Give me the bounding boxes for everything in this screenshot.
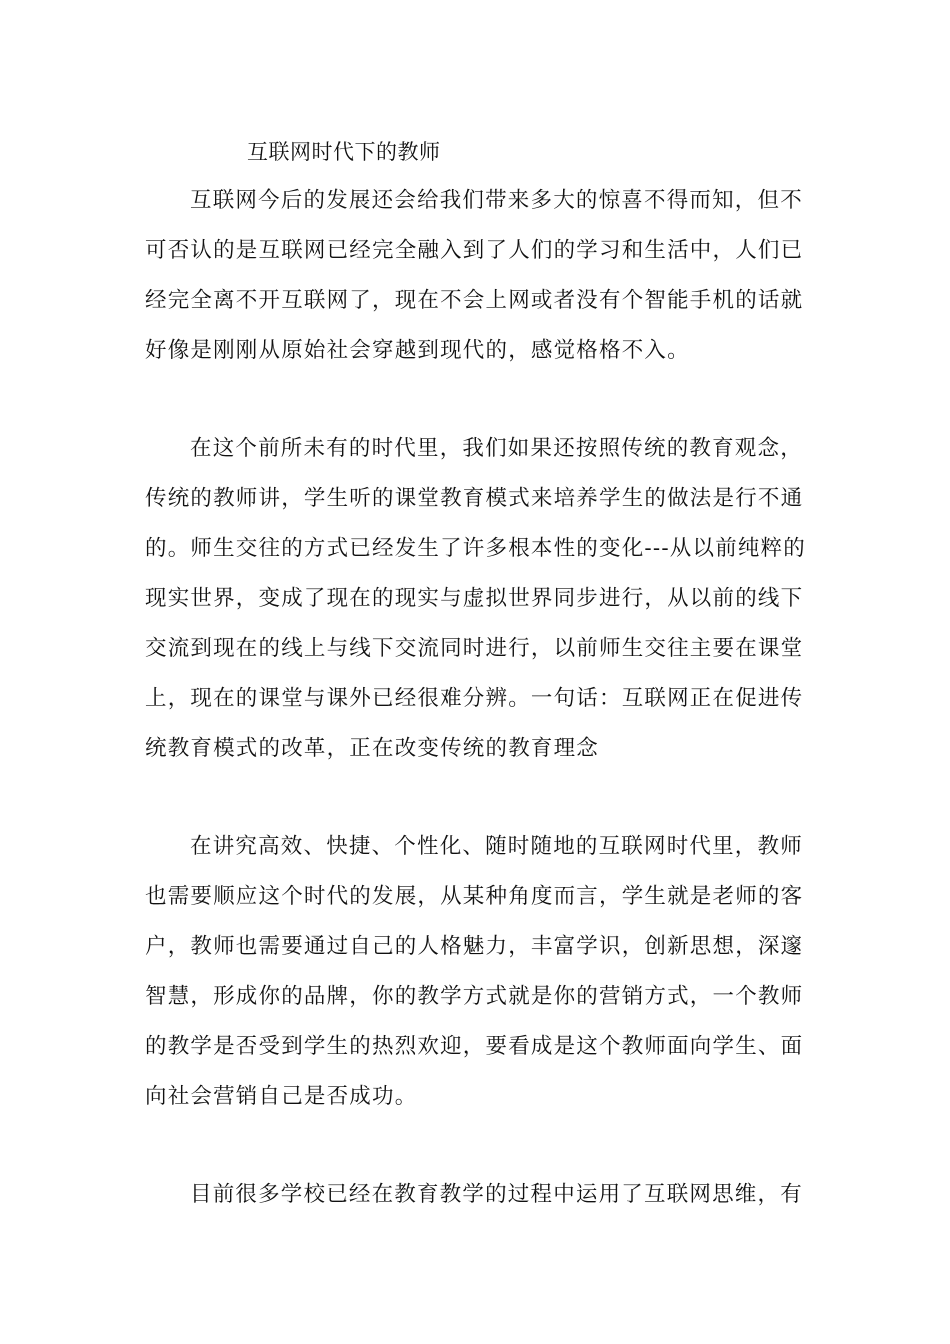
paragraph-line: 向社会营销自己是否成功。 bbox=[145, 1084, 418, 1109]
paragraph-line: 可否认的是互联网已经完全融入到了人们的学习和生活中，人们已 bbox=[145, 238, 804, 263]
paragraph-line: 传统的教师讲，学生听的课堂教育模式来培养学生的做法是行不通 bbox=[145, 486, 804, 511]
paragraph-line: 互联网今后的发展还会给我们带来多大的惊喜不得而知，但不 bbox=[190, 188, 803, 213]
paragraph-line: 经完全离不开互联网了，现在不会上网或者没有个智能手机的话就 bbox=[145, 288, 804, 313]
paragraph-3 bbox=[145, 822, 825, 1122]
paragraph-line: 好像是刚刚从原始社会穿越到现代的，感觉格格不入。 bbox=[145, 338, 690, 363]
paragraph-1 bbox=[145, 176, 825, 376]
paragraph-line: 上，现在的课堂与课外已经很难分辨。一句话：互联网正在促进传 bbox=[145, 686, 804, 711]
paragraph-line: 目前很多学校已经在教育教学的过程中运用了互联网思维，有 bbox=[190, 1182, 803, 1207]
paragraph-line: 在讲究高效、快捷、个性化、随时随地的互联网时代里，教师 bbox=[190, 834, 803, 859]
paragraph-line: 的教学是否受到学生的热烈欢迎，要看成是这个教师面向学生、面 bbox=[145, 1034, 804, 1059]
paragraph-line: 现实世界，变成了现在的现实与虚拟世界同步进行，从以前的线下 bbox=[145, 586, 804, 611]
paragraph-4 bbox=[145, 1170, 825, 1220]
paragraph-line: 也需要顺应这个时代的发展，从某种角度而言，学生就是老师的客 bbox=[145, 884, 804, 909]
paragraph-line: 智慧，形成你的品牌，你的教学方式就是你的营销方式，一个教师 bbox=[145, 984, 804, 1009]
document-title: 互联网时代下的教师 bbox=[247, 140, 441, 164]
paragraph-2 bbox=[145, 424, 825, 774]
paragraph-line: 交流到现在的线上与线下交流同时进行，以前师生交往主要在课堂 bbox=[145, 636, 804, 661]
paragraph-line: 在这个前所未有的时代里，我们如果还按照传统的教育观念， bbox=[190, 436, 803, 461]
paragraph-line: 的。师生交往的方式已经发生了许多根本性的变化---从以前纯粹的 bbox=[145, 536, 806, 561]
paragraph-line: 统教育模式的改革，正在改变传统的教育理念 bbox=[145, 736, 600, 761]
paragraph-line: 户，教师也需要通过自己的人格魅力，丰富学识，创新思想，深邃 bbox=[145, 934, 804, 959]
